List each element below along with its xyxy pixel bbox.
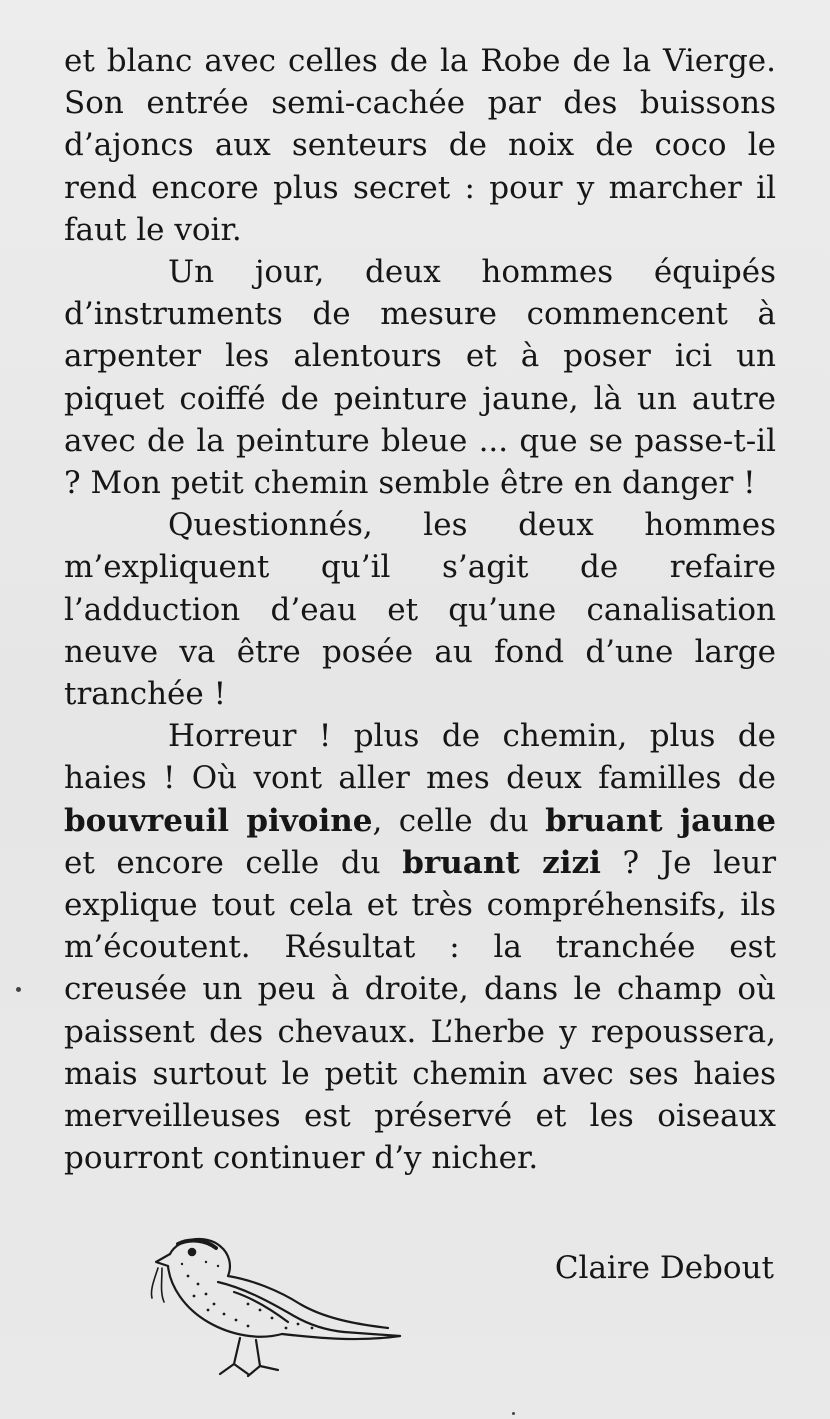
paragraph-4	[64, 715, 776, 1179]
paragraph-1: et blanc avec celles de la Robe de la Vierge. Son entrée semi-cachée par des buissons d’ajoncs aux senteurs de noix de coco le rend encore plus secret : pour y marcher il faut le voir.	[64, 43, 776, 248]
bird-drawing-icon	[148, 1232, 408, 1382]
scan-speck	[16, 987, 21, 992]
bird-name-bruant-jaune: bruant jaune	[545, 802, 777, 839]
article-body	[64, 40, 776, 1179]
paragraph-4-part-3: et encore celle du	[64, 844, 403, 881]
paragraph-4-part-4: ? Je leur explique tout cela et très compréhensifs, ils m’écoutent. Résultat : la tranchée est creusée un peu à droite, dans le champ où paissent des chevaux. L’herbe y repoussera, mais surtout le petit chemin avec ses haies merveilleuses est préservé et les oiseaux pourront continuer d’y nicher.	[64, 844, 777, 1177]
paragraph-2: Un jour, deux hommes équipés d’instruments de mesure commencent à arpenter les alentours et à poser ici un piquet coiffé de peinture jaune, là un autre avec de la peinture bleue ... que se passe-t-il ? Mon petit chemin semble être en danger !	[64, 254, 776, 502]
author-signature: Claire Debout	[554, 1250, 774, 1286]
bird-name-bruant-zizi: bruant zizi	[402, 844, 601, 881]
paragraph-4-part-2: , celle du	[372, 802, 546, 839]
scan-speck	[512, 1412, 515, 1415]
paragraph-3: Questionnés, les deux hommes m’expliquent qu’il s’agit de refaire l’adduction d’eau et qu’une canalisation neuve va être posée au fond d’une large tranchée !	[64, 507, 776, 713]
bird-name-bouvreuil: bouvreuil pivoine	[64, 802, 373, 839]
paragraph-4-part-1: Horreur ! plus de chemin, plus de haies ! Où vont aller mes deux familles de	[64, 718, 776, 797]
